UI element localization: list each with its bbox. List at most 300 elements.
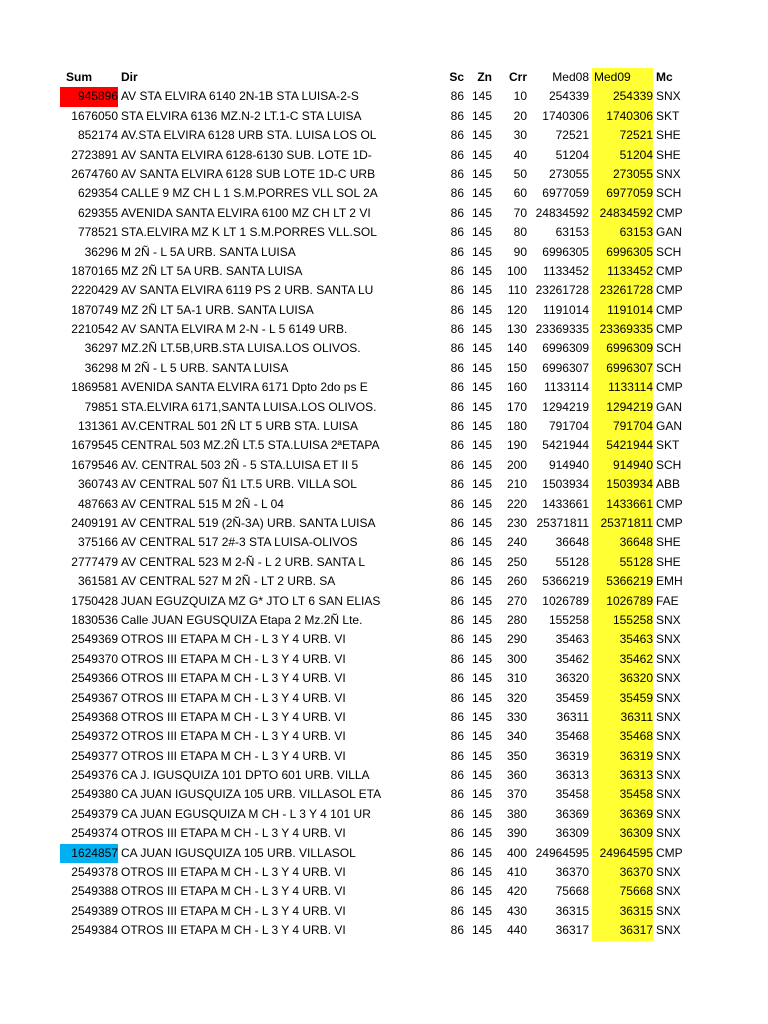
- cell-sc[interactable]: 86: [450, 515, 464, 530]
- cell-zn[interactable]: 145: [471, 380, 492, 395]
- cell-crr[interactable]: 350: [506, 748, 527, 763]
- cell-crr[interactable]: 20: [513, 108, 527, 123]
- cell-sc[interactable]: 86: [450, 302, 464, 317]
- cell-med08[interactable]: 51204: [555, 147, 589, 162]
- cell-mc[interactable]: SHE: [656, 554, 681, 569]
- cell-med09[interactable]: 1133114: [592, 378, 653, 397]
- cell-sc[interactable]: 86: [450, 322, 464, 337]
- cell-mc[interactable]: GAN: [656, 399, 683, 414]
- cell-sc[interactable]: 86: [450, 903, 464, 918]
- cell-med08[interactable]: 55128: [555, 554, 589, 569]
- cell-zn[interactable]: 145: [471, 787, 492, 802]
- cell-zn[interactable]: 145: [471, 554, 492, 569]
- cell-sum[interactable]: 36298: [84, 360, 118, 375]
- cell-crr[interactable]: 230: [506, 515, 527, 530]
- cell-med08[interactable]: 75668: [555, 884, 589, 899]
- cell-sum[interactable]: 2549378: [71, 865, 118, 880]
- cell-sc[interactable]: 86: [450, 166, 464, 181]
- cell-med09[interactable]: 6996305: [592, 243, 653, 262]
- cell-med09[interactable]: 1740306: [592, 107, 653, 126]
- cell-mc[interactable]: SNX: [656, 651, 681, 666]
- cell-zn[interactable]: 145: [471, 457, 492, 472]
- cell-zn[interactable]: 145: [471, 322, 492, 337]
- cell-zn[interactable]: 145: [471, 166, 492, 181]
- cell-sum[interactable]: 361581: [77, 574, 118, 589]
- cell-sum[interactable]: 1679545: [71, 438, 118, 453]
- cell-med08[interactable]: 1503934: [542, 477, 589, 492]
- cell-dir[interactable]: CALLE 9 MZ CH L 1 S.M.PORRES VLL SOL 2A: [121, 186, 378, 201]
- cell-crr[interactable]: 220: [506, 496, 527, 511]
- cell-med09[interactable]: 24964595: [592, 844, 653, 863]
- cell-med08[interactable]: 1133452: [543, 263, 589, 278]
- cell-med08[interactable]: 36317: [555, 923, 589, 938]
- cell-med09[interactable]: 36313: [592, 766, 653, 785]
- cell-med08[interactable]: 36648: [555, 535, 589, 550]
- cell-mc[interactable]: CMP: [656, 380, 683, 395]
- cell-crr[interactable]: 210: [506, 477, 527, 492]
- cell-mc[interactable]: GAN: [656, 225, 683, 240]
- cell-dir[interactable]: MZ.2Ñ LT.5B,URB.STA LUISA.LOS OLIVOS.: [121, 341, 361, 356]
- cell-zn[interactable]: 145: [471, 768, 492, 783]
- cell-sum[interactable]: 852174: [77, 128, 118, 143]
- cell-crr[interactable]: 400: [506, 845, 527, 860]
- cell-mc[interactable]: SNX: [656, 903, 681, 918]
- cell-med08[interactable]: 63153: [555, 225, 589, 240]
- header-zn[interactable]: Zn: [477, 70, 492, 84]
- cell-med09[interactable]: 36369: [592, 805, 653, 824]
- cell-sc[interactable]: 86: [450, 671, 464, 686]
- cell-mc[interactable]: SNX: [656, 787, 681, 802]
- cell-med09[interactable]: 5421944: [592, 436, 653, 455]
- cell-crr[interactable]: 180: [506, 419, 527, 434]
- cell-sum[interactable]: 1676050: [71, 108, 118, 123]
- cell-dir[interactable]: AVENIDA SANTA ELVIRA 6100 MZ CH LT 2 VI: [121, 205, 371, 220]
- cell-crr[interactable]: 110: [507, 283, 527, 298]
- cell-zn[interactable]: 145: [471, 147, 492, 162]
- cell-med09[interactable]: 155258: [592, 611, 653, 630]
- cell-crr[interactable]: 200: [506, 457, 527, 472]
- cell-sum[interactable]: 36296: [84, 244, 118, 259]
- cell-dir[interactable]: AV CENTRAL 523 M 2-Ñ - L 2 URB. SANTA L: [121, 554, 366, 569]
- cell-crr[interactable]: 440: [506, 923, 527, 938]
- cell-mc[interactable]: SCH: [656, 244, 682, 259]
- cell-med09[interactable]: 1191014: [592, 301, 653, 320]
- cell-sum[interactable]: 2220429: [71, 283, 118, 298]
- cell-zn[interactable]: 145: [471, 419, 492, 434]
- cell-dir[interactable]: OTROS III ETAPA M CH - L 3 Y 4 URB. VI: [121, 709, 346, 724]
- cell-med08[interactable]: 23261728: [535, 283, 589, 298]
- cell-sum[interactable]: 36297: [84, 341, 118, 356]
- cell-med08[interactable]: 24964595: [535, 845, 589, 860]
- cell-med09[interactable]: 23261728: [592, 281, 653, 300]
- cell-med09[interactable]: 35468: [592, 727, 653, 746]
- cell-mc[interactable]: CMP: [656, 263, 683, 278]
- cell-med08[interactable]: 791704: [548, 419, 589, 434]
- cell-dir[interactable]: OTROS III ETAPA M CH - L 3 Y 4 URB. VI: [121, 826, 346, 841]
- cell-med09[interactable]: 6977059: [592, 184, 653, 203]
- cell-med08[interactable]: 36369: [555, 806, 589, 821]
- cell-med09[interactable]: 914940: [592, 456, 653, 475]
- cell-crr[interactable]: 60: [513, 186, 527, 201]
- cell-sum[interactable]: 2549384: [71, 923, 118, 938]
- cell-dir[interactable]: AV SANTA ELVIRA 6128-6130 SUB. LOTE 1D-: [121, 147, 372, 162]
- cell-sum[interactable]: 2549389: [71, 903, 118, 918]
- cell-dir[interactable]: CA JUAN IGUSQUIZA 105 URB. VILLASOL: [121, 845, 356, 860]
- header-med09[interactable]: Med09: [592, 68, 653, 87]
- cell-mc[interactable]: SNX: [656, 729, 681, 744]
- header-sc[interactable]: Sc: [449, 70, 464, 84]
- cell-crr[interactable]: 280: [506, 612, 527, 627]
- cell-crr[interactable]: 410: [506, 865, 527, 880]
- cell-med08[interactable]: 6996305: [542, 244, 589, 259]
- header-mc[interactable]: Mc: [656, 70, 673, 84]
- cell-zn[interactable]: 145: [471, 341, 492, 356]
- cell-crr[interactable]: 190: [506, 438, 527, 453]
- cell-dir[interactable]: CENTRAL 503 MZ.2Ñ LT.5 STA.LUISA 2ªETAPA: [121, 438, 380, 453]
- cell-sc[interactable]: 86: [450, 554, 464, 569]
- cell-dir[interactable]: STA.ELVIRA 6171,SANTA LUISA.LOS OLIVOS.: [121, 399, 377, 414]
- cell-mc[interactable]: SNX: [656, 768, 681, 783]
- cell-zn[interactable]: 145: [471, 865, 492, 880]
- cell-mc[interactable]: CMP: [656, 283, 683, 298]
- cell-sum[interactable]: 1830536: [71, 612, 118, 627]
- cell-crr[interactable]: 30: [513, 128, 527, 143]
- cell-med08[interactable]: 6996307: [542, 360, 589, 375]
- cell-zn[interactable]: 145: [471, 496, 492, 511]
- cell-mc[interactable]: SNX: [656, 166, 681, 181]
- cell-mc[interactable]: SNX: [656, 748, 681, 763]
- cell-sc[interactable]: 86: [450, 108, 464, 123]
- cell-sum[interactable]: 2549374: [71, 826, 118, 841]
- cell-mc[interactable]: SNX: [656, 690, 681, 705]
- cell-med09[interactable]: 254339: [592, 87, 653, 106]
- cell-sc[interactable]: 86: [450, 709, 464, 724]
- cell-crr[interactable]: 390: [506, 826, 527, 841]
- cell-sum[interactable]: 778521: [77, 225, 118, 240]
- cell-crr[interactable]: 120: [506, 302, 527, 317]
- cell-crr[interactable]: 290: [506, 632, 527, 647]
- cell-dir[interactable]: MZ 2Ñ LT 5A URB. SANTA LUISA: [121, 263, 303, 278]
- cell-sum[interactable]: 131361: [77, 419, 118, 434]
- cell-med08[interactable]: 35459: [555, 690, 589, 705]
- cell-sc[interactable]: 86: [450, 612, 464, 627]
- cell-zn[interactable]: 145: [471, 263, 492, 278]
- cell-mc[interactable]: SNX: [656, 709, 681, 724]
- cell-sum[interactable]: 1870749: [71, 302, 118, 317]
- cell-sc[interactable]: 86: [450, 593, 464, 608]
- cell-sc[interactable]: 86: [450, 884, 464, 899]
- cell-mc[interactable]: SNX: [656, 632, 681, 647]
- cell-sc[interactable]: 86: [450, 89, 464, 104]
- cell-sc[interactable]: 86: [450, 651, 464, 666]
- cell-sum[interactable]: 2549366: [71, 671, 118, 686]
- cell-med08[interactable]: 24834592: [535, 205, 589, 220]
- cell-dir[interactable]: OTROS III ETAPA M CH - L 3 Y 4 URB. VI: [121, 632, 346, 647]
- cell-sum[interactable]: 1679546: [71, 457, 118, 472]
- cell-mc[interactable]: SNX: [656, 884, 681, 899]
- cell-med09[interactable]: 36319: [592, 747, 653, 766]
- cell-dir[interactable]: OTROS III ETAPA M CH - L 3 Y 4 URB. VI: [121, 651, 346, 666]
- cell-med09[interactable]: 36311: [592, 708, 653, 727]
- cell-dir[interactable]: AV CENTRAL 527 M 2Ñ - LT 2 URB. SA: [121, 574, 336, 589]
- cell-sc[interactable]: 86: [450, 341, 464, 356]
- cell-dir[interactable]: CA J. IGUSQUIZA 101 DPTO 601 URB. VILLA: [121, 768, 370, 783]
- cell-crr[interactable]: 360: [506, 768, 527, 783]
- cell-med08[interactable]: 1740306: [542, 108, 589, 123]
- cell-sum[interactable]: 2549370: [71, 651, 118, 666]
- cell-mc[interactable]: SCH: [656, 360, 682, 375]
- cell-mc[interactable]: SKT: [656, 438, 680, 453]
- cell-sc[interactable]: 86: [450, 186, 464, 201]
- cell-med08[interactable]: 1133114: [544, 380, 589, 395]
- cell-dir[interactable]: AV SANTA ELVIRA M 2-N - L 5 6149 URB.: [121, 322, 348, 337]
- cell-mc[interactable]: GAN: [656, 419, 683, 434]
- cell-crr[interactable]: 240: [506, 535, 527, 550]
- cell-med08[interactable]: 254339: [548, 89, 589, 104]
- cell-zn[interactable]: 145: [471, 806, 492, 821]
- cell-crr[interactable]: 170: [506, 399, 527, 414]
- cell-sc[interactable]: 86: [450, 457, 464, 472]
- cell-med09[interactable]: 36648: [592, 533, 653, 552]
- cell-sc[interactable]: 86: [450, 826, 464, 841]
- cell-zn[interactable]: 145: [471, 574, 492, 589]
- cell-crr[interactable]: 270: [506, 593, 527, 608]
- cell-med09[interactable]: 1133452: [592, 262, 653, 281]
- cell-crr[interactable]: 10: [513, 89, 527, 104]
- cell-mc[interactable]: CMP: [656, 302, 683, 317]
- cell-med09[interactable]: 6996309: [592, 339, 653, 358]
- cell-mc[interactable]: CMP: [656, 205, 683, 220]
- cell-zn[interactable]: 145: [471, 729, 492, 744]
- cell-dir[interactable]: OTROS III ETAPA M CH - L 3 Y 4 URB. VI: [121, 690, 346, 705]
- cell-med08[interactable]: 72521: [555, 128, 589, 143]
- cell-med08[interactable]: 273055: [548, 166, 589, 181]
- cell-dir[interactable]: AV. CENTRAL 503 2Ñ - 5 STA.LUISA ET II 5: [121, 457, 359, 472]
- cell-dir[interactable]: AV CENTRAL 517 2#-3 STA LUISA-OLIVOS: [121, 535, 358, 550]
- cell-zn[interactable]: 145: [471, 515, 492, 530]
- cell-crr[interactable]: 340: [506, 729, 527, 744]
- cell-dir[interactable]: OTROS III ETAPA M CH - L 3 Y 4 URB. VI: [121, 884, 346, 899]
- cell-med09[interactable]: 75668: [592, 882, 653, 901]
- cell-med08[interactable]: 25371811: [536, 515, 589, 530]
- cell-crr[interactable]: 250: [506, 554, 527, 569]
- cell-zn[interactable]: 145: [471, 671, 492, 686]
- cell-sc[interactable]: 86: [450, 632, 464, 647]
- cell-zn[interactable]: 145: [471, 593, 492, 608]
- header-sum[interactable]: Sum: [66, 70, 93, 84]
- cell-med09[interactable]: 1433661: [592, 495, 653, 514]
- cell-med08[interactable]: 36309: [555, 826, 589, 841]
- cell-zn[interactable]: 145: [471, 438, 492, 453]
- cell-dir[interactable]: OTROS III ETAPA M CH - L 3 Y 4 URB. VI: [121, 671, 346, 686]
- cell-dir[interactable]: AV SANTA ELVIRA 6119 PS 2 URB. SANTA LU: [121, 283, 374, 298]
- cell-sc[interactable]: 86: [450, 923, 464, 938]
- cell-dir[interactable]: JUAN EGUZQUIZA MZ G* JTO LT 6 SAN ELIAS: [121, 593, 381, 608]
- cell-dir[interactable]: AV CENTRAL 519 (2Ñ-3A) URB. SANTA LUISA: [121, 515, 376, 530]
- cell-med09[interactable]: 1026789: [592, 592, 653, 611]
- cell-med08[interactable]: 914940: [548, 457, 589, 472]
- cell-sum[interactable]: 2549377: [71, 748, 118, 763]
- cell-med08[interactable]: 35468: [555, 729, 589, 744]
- cell-med08[interactable]: 6996309: [542, 341, 589, 356]
- cell-zn[interactable]: 145: [471, 535, 492, 550]
- cell-zn[interactable]: 145: [471, 709, 492, 724]
- cell-mc[interactable]: SHE: [656, 535, 681, 550]
- cell-mc[interactable]: CMP: [656, 322, 683, 337]
- cell-med08[interactable]: 1026789: [542, 593, 589, 608]
- cell-sc[interactable]: 86: [450, 535, 464, 550]
- cell-dir[interactable]: AV CENTRAL 507 Ñ1 LT.5 URB. VILLA SOL: [121, 477, 357, 492]
- cell-dir[interactable]: AVENIDA SANTA ELVIRA 6171 Dpto 2do ps E: [121, 380, 368, 395]
- cell-mc[interactable]: SCH: [656, 341, 682, 356]
- cell-med08[interactable]: 6977059: [542, 186, 589, 201]
- cell-mc[interactable]: SCH: [656, 457, 682, 472]
- cell-dir[interactable]: OTROS III ETAPA M CH - L 3 Y 4 URB. VI: [121, 748, 346, 763]
- cell-sum[interactable]: 1870165: [71, 263, 118, 278]
- cell-sum[interactable]: 629354: [77, 186, 118, 201]
- cell-crr[interactable]: 40: [513, 147, 527, 162]
- header-dir[interactable]: Dir: [121, 70, 138, 84]
- cell-zn[interactable]: 145: [471, 186, 492, 201]
- cell-crr[interactable]: 160: [506, 380, 527, 395]
- cell-dir[interactable]: AV STA ELVIRA 6140 2N-1B STA LUISA-2-S: [121, 89, 359, 104]
- cell-med09[interactable]: 35458: [592, 785, 653, 804]
- cell-crr[interactable]: 90: [513, 244, 527, 259]
- cell-dir[interactable]: OTROS III ETAPA M CH - L 3 Y 4 URB. VI: [121, 903, 346, 918]
- cell-mc[interactable]: SNX: [656, 826, 681, 841]
- cell-med09[interactable]: 1294219: [592, 398, 653, 417]
- header-med08[interactable]: Med08: [552, 70, 589, 84]
- cell-med09[interactable]: 36317: [592, 921, 653, 940]
- cell-sc[interactable]: 86: [450, 283, 464, 298]
- cell-med09[interactable]: 35459: [592, 689, 653, 708]
- cell-zn[interactable]: 145: [471, 477, 492, 492]
- cell-med09[interactable]: 23369335: [592, 320, 653, 339]
- cell-sc[interactable]: 86: [450, 768, 464, 783]
- cell-dir[interactable]: CA JUAN IGUSQUIZA 105 URB. VILLASOL ETA: [121, 787, 382, 802]
- cell-dir[interactable]: Calle JUAN EGUSQUIZA Etapa 2 Mz.2Ñ Lte.: [121, 612, 363, 627]
- cell-sum[interactable]: 2549369: [71, 632, 118, 647]
- cell-crr[interactable]: 260: [506, 574, 527, 589]
- cell-zn[interactable]: 145: [471, 690, 492, 705]
- cell-zn[interactable]: 145: [471, 748, 492, 763]
- cell-zn[interactable]: 145: [471, 225, 492, 240]
- cell-med08[interactable]: 36315: [555, 903, 589, 918]
- cell-med09[interactable]: 55128: [592, 553, 653, 572]
- cell-zn[interactable]: 145: [471, 632, 492, 647]
- cell-mc[interactable]: ABB: [656, 477, 681, 492]
- header-crr[interactable]: Crr: [508, 70, 527, 84]
- cell-sc[interactable]: 86: [450, 496, 464, 511]
- cell-dir[interactable]: STA.ELVIRA MZ K LT 1 S.M.PORRES VLL.SOL: [121, 225, 377, 240]
- cell-sc[interactable]: 86: [450, 147, 464, 162]
- cell-med09[interactable]: 36315: [592, 902, 653, 921]
- cell-sc[interactable]: 86: [450, 399, 464, 414]
- cell-dir[interactable]: STA ELVIRA 6136 MZ.N-2 LT.1-C STA LUISA: [121, 108, 362, 123]
- cell-sc[interactable]: 86: [450, 360, 464, 375]
- cell-med08[interactable]: 35463: [555, 632, 589, 647]
- cell-dir[interactable]: OTROS III ETAPA M CH - L 3 Y 4 URB. VI: [121, 865, 346, 880]
- cell-sum[interactable]: 2549372: [71, 729, 118, 744]
- cell-crr[interactable]: 370: [506, 787, 527, 802]
- cell-sum[interactable]: 487663: [77, 496, 118, 511]
- cell-dir[interactable]: AV SANTA ELVIRA 6128 SUB LOTE 1D-C URB: [121, 166, 376, 181]
- cell-sum[interactable]: 2549376: [71, 768, 118, 783]
- cell-crr[interactable]: 130: [506, 322, 527, 337]
- cell-sum[interactable]: 375166: [77, 535, 118, 550]
- cell-sum[interactable]: 945896: [60, 87, 118, 106]
- cell-med09[interactable]: 72521: [592, 126, 653, 145]
- cell-sum[interactable]: 1624857: [60, 844, 118, 863]
- cell-sc[interactable]: 86: [450, 806, 464, 821]
- cell-med09[interactable]: 36320: [592, 669, 653, 688]
- cell-sum[interactable]: 629355: [77, 205, 118, 220]
- cell-sc[interactable]: 86: [450, 205, 464, 220]
- cell-zn[interactable]: 145: [471, 205, 492, 220]
- cell-sc[interactable]: 86: [450, 263, 464, 278]
- cell-med09[interactable]: 5366219: [592, 572, 653, 591]
- cell-med09[interactable]: 36370: [592, 863, 653, 882]
- cell-sc[interactable]: 86: [450, 225, 464, 240]
- cell-med08[interactable]: 23369335: [535, 322, 589, 337]
- cell-dir[interactable]: MZ 2Ñ LT 5A-1 URB. SANTA LUISA: [121, 302, 314, 317]
- cell-crr[interactable]: 320: [506, 690, 527, 705]
- cell-med09[interactable]: 63153: [592, 223, 653, 242]
- cell-med09[interactable]: 1503934: [592, 475, 653, 494]
- cell-crr[interactable]: 420: [506, 884, 527, 899]
- cell-med08[interactable]: 5421944: [542, 438, 589, 453]
- cell-sum[interactable]: 2409191: [71, 515, 118, 530]
- cell-med08[interactable]: 5366219: [542, 574, 589, 589]
- cell-mc[interactable]: SNX: [656, 865, 681, 880]
- cell-zn[interactable]: 145: [471, 903, 492, 918]
- cell-zn[interactable]: 145: [471, 283, 492, 298]
- cell-crr[interactable]: 380: [506, 806, 527, 821]
- cell-med09[interactable]: 791704: [592, 417, 653, 436]
- cell-mc[interactable]: CMP: [656, 515, 683, 530]
- cell-zn[interactable]: 145: [471, 89, 492, 104]
- cell-sc[interactable]: 86: [450, 865, 464, 880]
- cell-zn[interactable]: 145: [471, 884, 492, 899]
- cell-crr[interactable]: 140: [506, 341, 527, 356]
- cell-sum[interactable]: 2210542: [71, 322, 118, 337]
- cell-zn[interactable]: 145: [471, 244, 492, 259]
- cell-sc[interactable]: 86: [450, 690, 464, 705]
- cell-sc[interactable]: 86: [450, 438, 464, 453]
- cell-crr[interactable]: 100: [506, 263, 527, 278]
- cell-med09[interactable]: 35462: [592, 650, 653, 669]
- cell-sc[interactable]: 86: [450, 787, 464, 802]
- cell-crr[interactable]: 330: [506, 709, 527, 724]
- cell-med08[interactable]: 155258: [548, 612, 589, 627]
- cell-dir[interactable]: M 2Ñ - L 5 URB. SANTA LUISA: [121, 360, 289, 375]
- cell-mc[interactable]: SNX: [656, 923, 681, 938]
- cell-sum[interactable]: 2549379: [71, 806, 118, 821]
- cell-mc[interactable]: SHE: [656, 128, 681, 143]
- cell-dir[interactable]: CA JUAN EGUSQUIZA M CH - L 3 Y 4 101 UR: [121, 806, 371, 821]
- cell-sc[interactable]: 86: [450, 244, 464, 259]
- cell-med08[interactable]: 1433661: [542, 496, 589, 511]
- cell-sc[interactable]: 86: [450, 748, 464, 763]
- cell-crr[interactable]: 50: [513, 166, 527, 181]
- cell-zn[interactable]: 145: [471, 128, 492, 143]
- cell-mc[interactable]: SNX: [656, 671, 681, 686]
- cell-mc[interactable]: SKT: [656, 108, 680, 123]
- cell-sc[interactable]: 86: [450, 380, 464, 395]
- cell-mc[interactable]: SNX: [656, 806, 681, 821]
- cell-med09[interactable]: 35463: [592, 630, 653, 649]
- cell-sum[interactable]: 2723891: [71, 147, 118, 162]
